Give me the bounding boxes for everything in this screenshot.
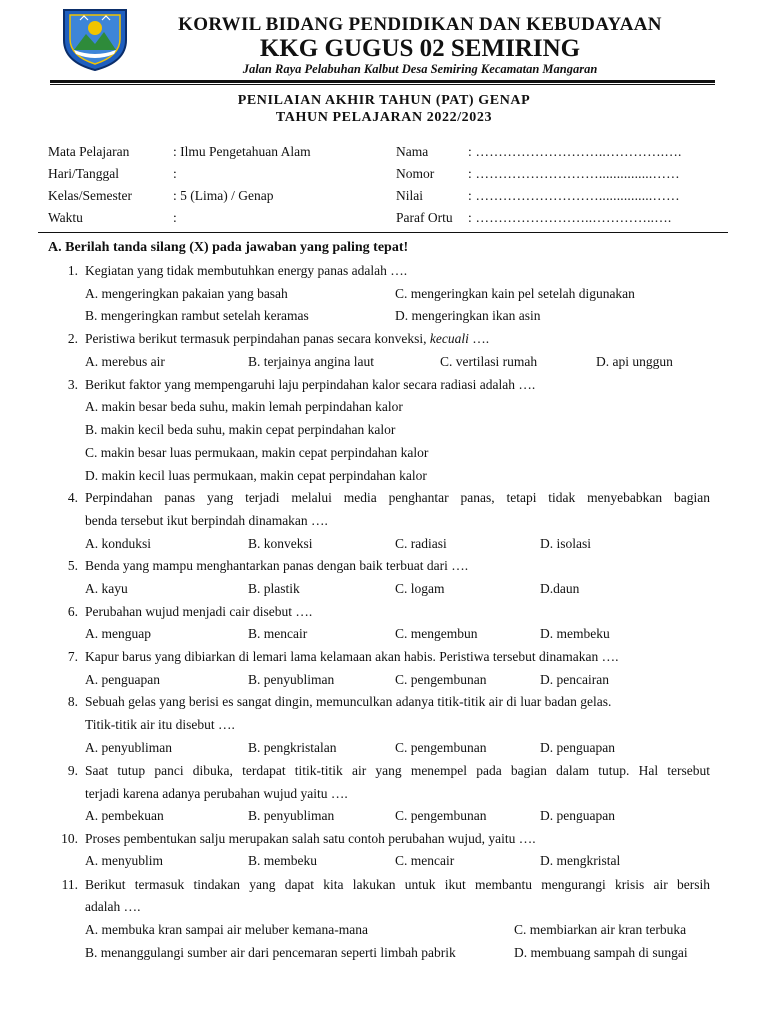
answer-option[interactable]: C. logam [395,581,445,596]
question-text: Perubahan wujud menjadi cair disebut …. [85,604,313,619]
question-text: Berikut faktor yang mempengaruhi laju perpindahan kalor secara radiasi adalah …. [85,377,536,392]
answer-option[interactable]: D.daun [540,581,580,596]
answer-option[interactable]: D. membeku [540,626,610,641]
answer-option[interactable]: A. pembekuan [85,808,164,823]
number-field[interactable]: : ………………………...............…… [468,166,680,181]
regency-emblem-icon [58,6,132,72]
answer-option[interactable]: C. pengembunan [395,808,487,823]
header-line-1: KORWIL BIDANG PENDIDIKAN DAN KEBUDAYAAN [178,14,662,35]
answer-option[interactable]: B. penyubliman [248,672,335,687]
question-number: 3. [67,377,78,392]
answer-option[interactable]: A. merebus air [85,354,165,369]
answer-option[interactable]: B. konveksi [248,536,313,551]
identity-label: Nomor [396,166,435,181]
question-text-continued: benda tersebut ikut berpindah dinamakan …. [85,513,328,528]
question-text: Kegiatan yang tidak membutuhkan energy panas adalah …. [85,263,408,278]
question-text: Berikut termasuk tindakan yang dapat kita lakukan untuk ikut membantu mengurangi krisis air bersih [85,877,710,892]
answer-option[interactable]: A. konduksi [85,536,152,551]
answer-option[interactable]: C. pengembunan [395,672,487,687]
answer-option[interactable]: C. mencair [395,853,455,868]
answer-option[interactable]: A. membuka kran sampai air meluber kemana-mana [85,922,369,937]
answer-option[interactable]: D. pencairan [540,672,609,687]
answer-option[interactable]: C. radiasi [395,536,447,551]
question-number: 1. [67,263,78,278]
question-number: 2. [67,331,78,346]
exam-year: TAHUN PELAJARAN 2022/2023 [275,110,493,125]
question-text: Perpindahan panas yang terjadi melalui media penghantar panas, tetapi tidak menyebabkan bagian [85,490,710,505]
header-divider-thick [50,80,715,83]
answer-option[interactable]: D. mengkristal [540,853,621,868]
identity-divider [38,232,728,233]
question-number: 11. [61,877,78,892]
exam-title: PENILAIAN AKHIR TAHUN (PAT) GENAP [237,93,531,108]
answer-option[interactable]: D. isolasi [540,536,592,551]
identity-label: Waktu [48,210,83,225]
question-text: Sebuah gelas yang berisi es sangat dingin, memunculkan adanya titik-titik air di luar badan gelas. [85,694,612,709]
question-text-emphasis: kecuali [429,331,469,346]
answer-option[interactable]: D. membuang sampah di sungai [514,945,688,960]
question-text-continued: adalah …. [85,899,141,914]
answer-option[interactable]: B. mencair [248,626,308,641]
answer-option[interactable]: D. penguapan [540,808,615,823]
answer-option[interactable]: D. mengeringkan ikan asin [395,308,541,323]
answer-option[interactable]: D. makin kecil luas permukaan, makin cepat perpindahan kalor [85,468,427,483]
answer-option[interactable]: C. mengembun [395,626,478,641]
identity-label: Nama [396,144,429,159]
name-field[interactable]: : ………………………..………….…. [468,144,682,159]
question-text: Proses pembentukan salju merupakan salah satu contoh perubahan wujud, yaitu …. [85,831,536,846]
answer-option[interactable]: A. penguapan [85,672,160,687]
answer-option[interactable]: A. penyubliman [85,740,172,755]
question-text: Benda yang mampu menghantarkan panas dengan baik terbuat dari …. [85,558,469,573]
answer-option[interactable]: A. menyublim [85,853,163,868]
question-number: 4. [67,490,78,505]
question-text-main: Peristiwa berikut termasuk perpindahan panas secara konveksi, [85,331,427,346]
question-text-end: …. [472,331,490,346]
answer-option[interactable]: A. menguap [85,626,151,641]
identity-label: Mata Pelajaran [48,144,130,159]
question-number: 10. [61,831,78,846]
answer-option[interactable]: C. makin besar luas permukaan, makin cepat perpindahan kalor [85,445,429,460]
question-number: 7. [67,649,78,664]
identity-value: : 5 (Lima) / Genap [173,188,274,203]
score-field[interactable]: : ………………………...............…… [468,188,680,203]
answer-option[interactable]: C. membiarkan air kran terbuka [514,922,687,937]
answer-option[interactable]: B. terjainya angina laut [248,354,374,369]
identity-label: Nilai [396,188,423,203]
answer-option[interactable]: D. penguapan [540,740,615,755]
question-number: 6. [67,604,78,619]
header-line-2: KKG GUGUS 02 SEMIRING [259,35,581,62]
answer-option[interactable]: B. penyubliman [248,808,335,823]
identity-label: Hari/Tanggal [48,166,120,181]
answer-option[interactable]: C. pengembunan [395,740,487,755]
question-text-continued: Titik-titik air itu disebut …. [85,717,235,732]
answer-option[interactable]: A. makin besar beda suhu, makin lemah perpindahan kalor [85,399,403,414]
answer-option[interactable]: C. vertilasi rumah [440,354,538,369]
answer-option[interactable]: D. api unggun [596,354,673,369]
identity-value: : [173,166,177,181]
question-number: 9. [67,763,78,778]
answer-option[interactable]: B. pengkristalan [248,740,337,755]
identity-value: : Ilmu Pengetahuan Alam [173,144,311,159]
answer-option[interactable]: A. kayu [85,581,128,596]
question-text: Kapur barus yang dibiarkan di lemari lama kelamaan akan habis. Peristiwa tersebut dinamakan …. [85,649,619,664]
question-text [85,331,489,347]
identity-label: Paraf Ortu [396,210,453,225]
answer-option[interactable]: C. mengeringkan kain pel setelah digunakan [395,286,635,301]
identity-value: : [173,210,177,225]
parent-signature-field[interactable]: : ……………………..…………..…. [468,210,672,225]
answer-option[interactable]: B. mengeringkan rambut setelah keramas [85,308,309,323]
answer-option[interactable]: B. menanggulangi sumber air dari pencemaran seperti limbah pabrik [85,945,456,960]
header-divider-thin [50,84,715,85]
question-text: Saat tutup panci dibuka, terdapat titik-titik air yang menempel pada bagian dalam tutup. Hal tersebut [85,763,710,778]
header-address: Jalan Raya Pelabuhan Kalbut Desa Semiring Kecamatan Mangaran [242,62,598,76]
question-number: 5. [67,558,78,573]
answer-option[interactable]: B. membeku [248,853,317,868]
section-heading: A. Berilah tanda silang (X) pada jawaban yang paling tepat! [48,240,409,255]
answer-option[interactable]: A. mengeringkan pakaian yang basah [85,286,288,301]
answer-option[interactable]: B. plastik [248,581,300,596]
identity-label: Kelas/Semester [48,188,132,203]
question-text-continued: terjadi karena adanya perubahan wujud yaitu …. [85,786,348,801]
question-number: 8. [67,694,78,709]
answer-option[interactable]: B. makin kecil beda suhu, makin cepat perpindahan kalor [85,422,396,437]
